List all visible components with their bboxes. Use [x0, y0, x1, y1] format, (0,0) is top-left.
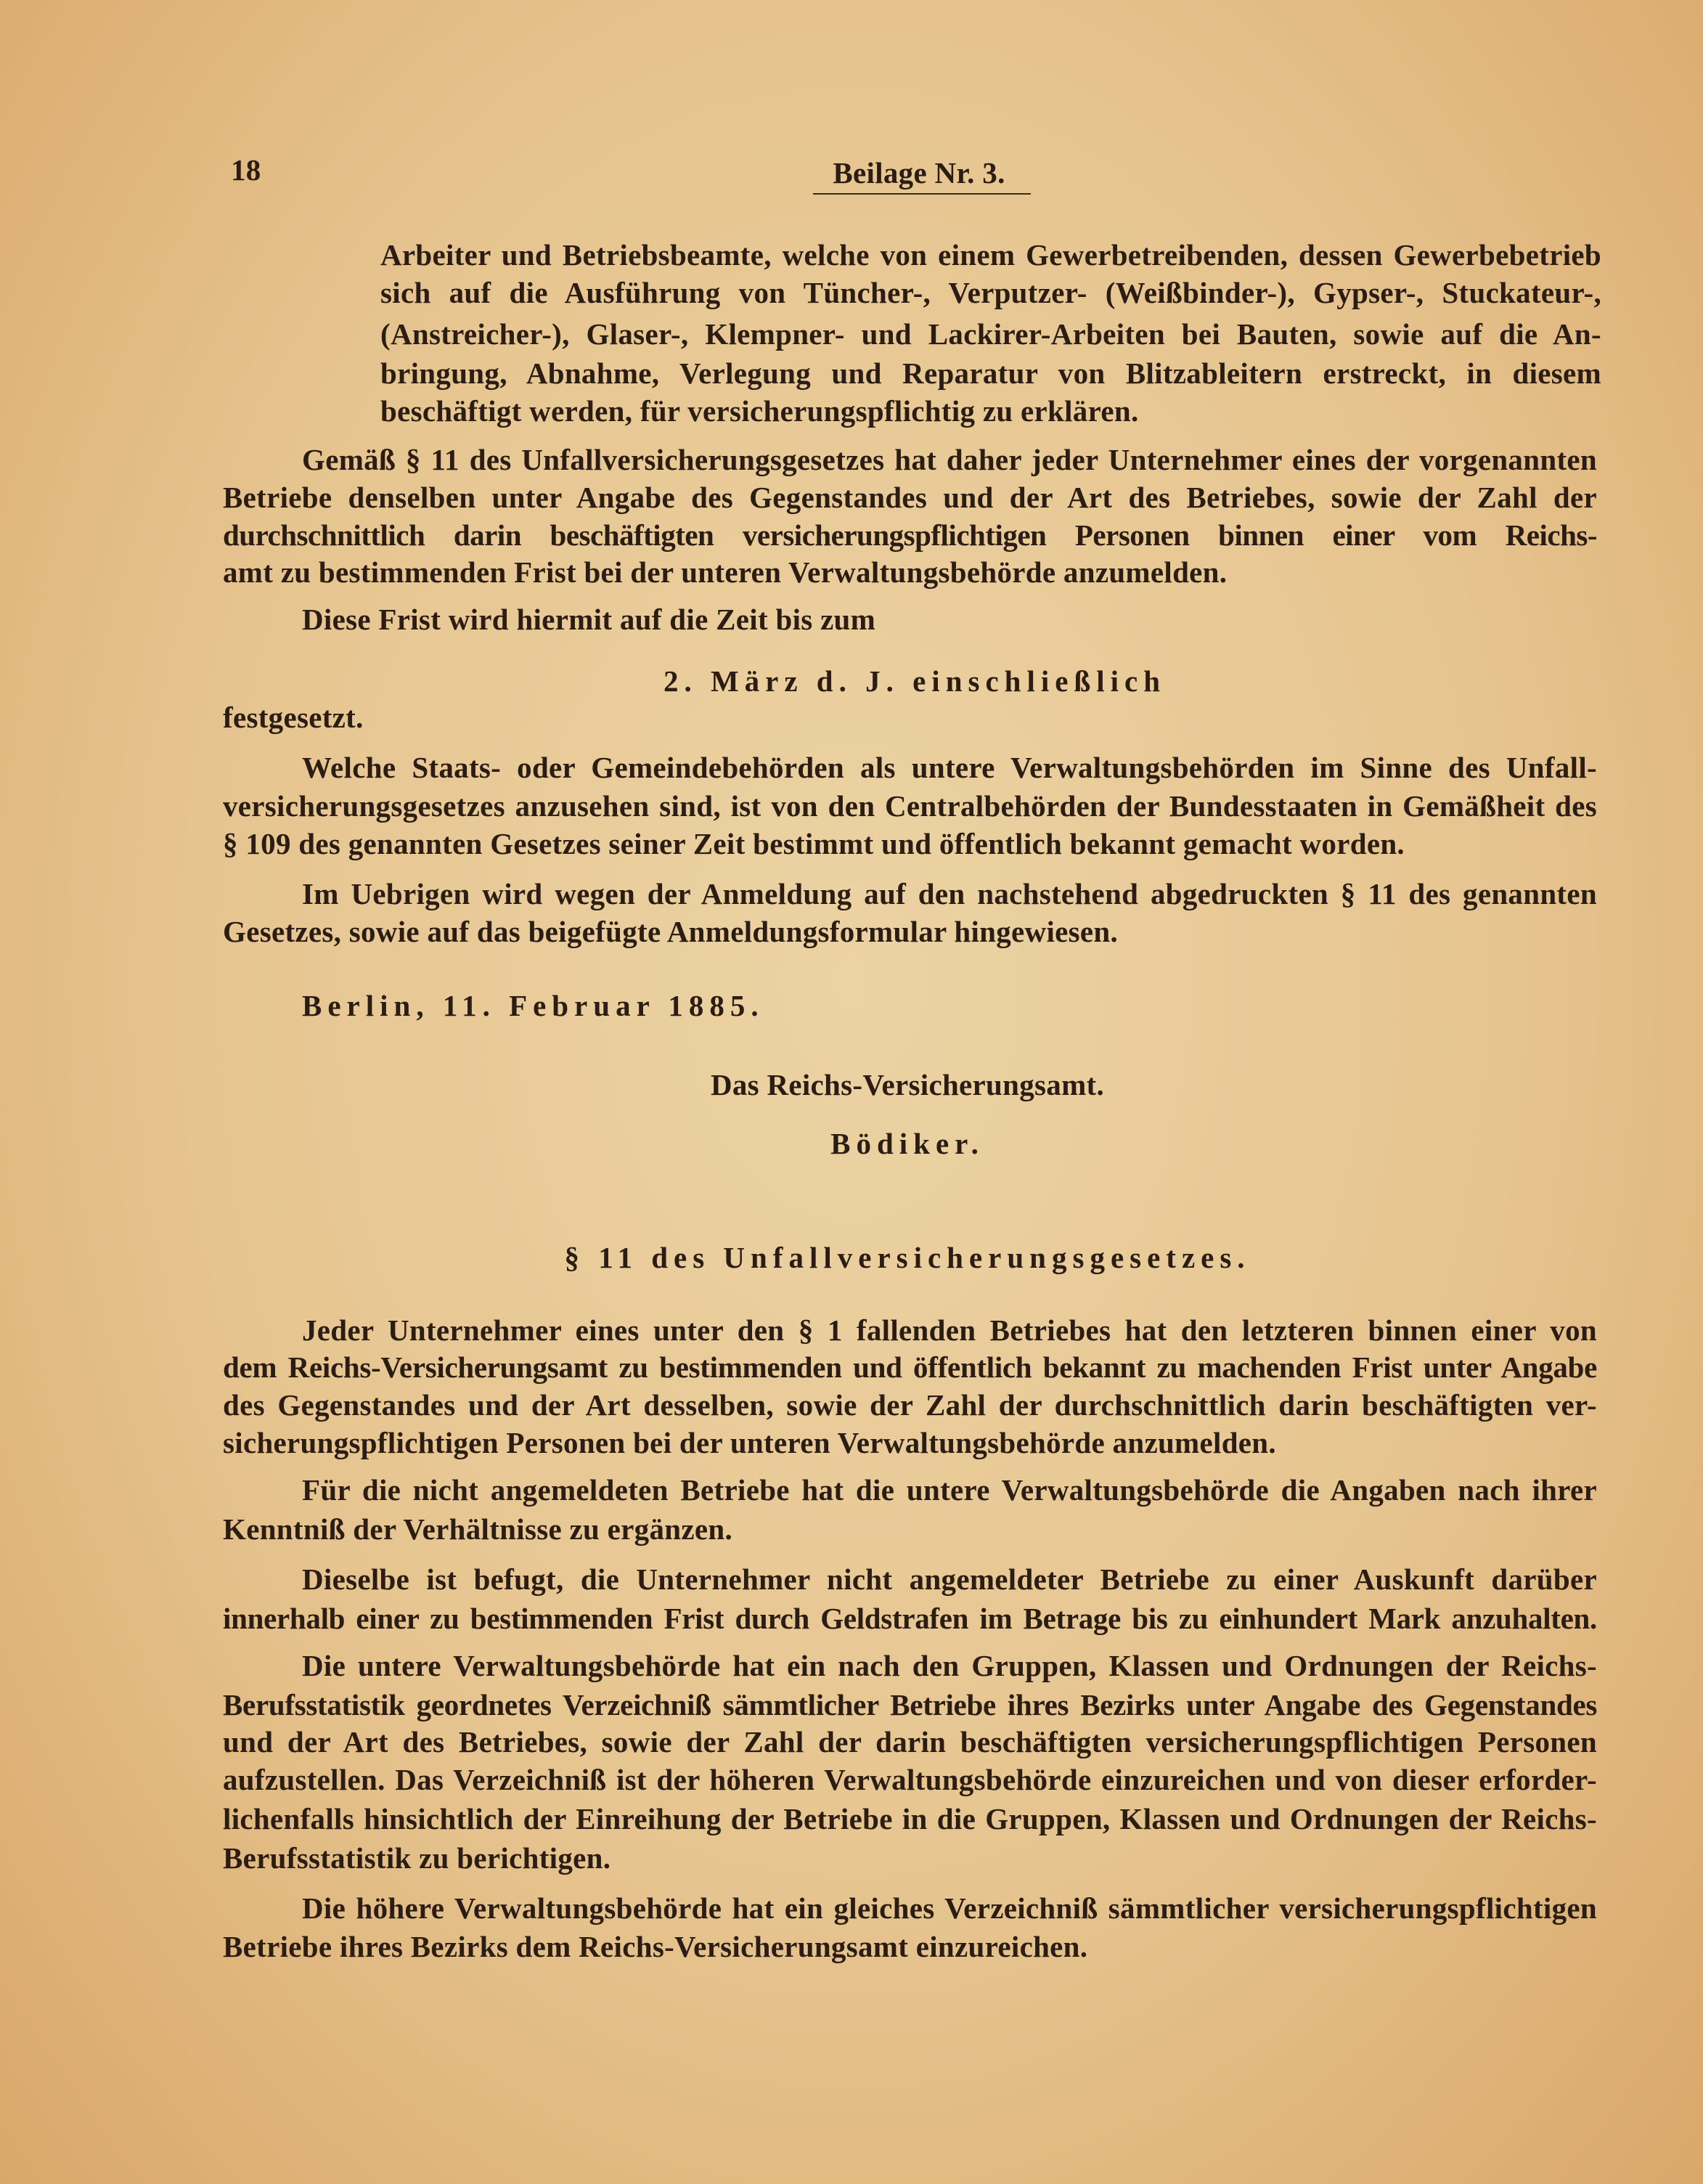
section-title: § 11 des Unfallversicherungsgesetzes. — [564, 1241, 1251, 1274]
text-line: und der Art des Betriebes, sowie der Zahl der darin beschäftigten versicherungspflichtigen Personen — [223, 1725, 1597, 1759]
text-line: Gesetzes, sowie auf das beigefügte Anmeldungsformular hingewiesen. — [223, 915, 1119, 948]
text-line: sicherungspflichtigen Personen bei der unteren Verwaltungsbehörde anzumelden. — [223, 1426, 1276, 1459]
text-line: aufzustellen. Das Verzeichniß ist der höheren Verwaltungsbehörde einzureichen und von dieser erforder- — [223, 1763, 1597, 1796]
text-line: Diese Frist wird hiermit auf die Zeit bis zum — [302, 603, 876, 636]
text-line: Die untere Verwaltungsbehörde hat ein nach den Gruppen, Klassen und Ordnungen der Reichs- — [302, 1649, 1597, 1682]
issuing-authority: Das Reichs-Versicherungsamt. — [710, 1068, 1105, 1101]
deadline-date: 2. März d. J. einschließlich — [663, 664, 1167, 698]
text-line: Die höhere Verwaltungsbehörde hat ein gleiches Verzeichniß sämmtlicher versicherungspflichtigen — [302, 1891, 1597, 1925]
text-line: Arbeiter und Betriebsbeamte, welche von einem Gewerbetreibenden, dessen Gewerbebetrieb — [380, 238, 1601, 272]
text-line: des Gegenstandes und der Art desselben, sowie der Zahl der durchschnittlich darin beschäftigten ver- — [223, 1388, 1597, 1422]
text-line: Berufsstatistik zu berichtigen. — [223, 1841, 611, 1875]
text-line: versicherungsgesetzes anzusehen sind, ist von den Centralbehörden der Bundesstaaten in Gemäßheit des — [223, 789, 1597, 823]
text-line: Dieselbe ist befugt, die Unternehmer nicht angemeldeter Betriebe zu einer Auskunft darüber — [302, 1562, 1597, 1596]
text-line: § 109 des genannten Gesetzes seiner Zeit bestimmt und öffentlich bekannt gemacht worden. — [223, 827, 1405, 860]
text-line: lichenfalls hinsichtlich der Einreihung der Betriebe in die Gruppen, Klassen und Ordnungen der Reichs- — [223, 1802, 1597, 1835]
text-line: Welche Staats- oder Gemeindebehörden als untere Verwaltungsbehörden im Sinne des Unfall- — [302, 751, 1597, 784]
text-line: Jeder Unternehmer eines unter den § 1 fallenden Betriebes hat den letzteren binnen einer von — [302, 1313, 1597, 1347]
text-line: innerhalb einer zu bestimmenden Frist durch Geldstrafen im Betrage bis zu einhundert Mark anzuhalten. — [223, 1602, 1597, 1635]
header-rule — [813, 193, 1031, 195]
text-line: Berufsstatistik geordnetes Verzeichniß sämmtlicher Betriebe ihres Bezirks unter Angabe des Gegenstandes — [223, 1688, 1597, 1721]
text-line: Kenntniß der Verhältnisse zu ergänzen. — [223, 1512, 732, 1546]
place-date: Berlin, 11. Februar 1885. — [302, 989, 764, 1022]
page-header-title: Beilage Nr. 3. — [833, 156, 1005, 190]
text-line: Für die nicht angemeldeten Betriebe hat die untere Verwaltungsbehörde die Angaben nach ihrer — [302, 1473, 1597, 1507]
text-line: Betriebe denselben unter Angabe des Gegenstandes und der Art des Betriebes, sowie der Zahl der — [223, 481, 1597, 514]
text-line: beschäftigt werden, für versicherungspflichtig zu erklären. — [380, 394, 1139, 428]
text-line: (Anstreicher-), Glaser-, Klempner- und Lackirer-Arbeiten bei Bauten, sowie auf die An- — [380, 317, 1601, 351]
text-line: dem Reichs-Versicherungsamt zu bestimmenden und öffentlich bekannt zu machenden Frist unter Angabe — [223, 1350, 1597, 1384]
text-line: durchschnittlich darin beschäftigten versicherungspflichtigen Personen binnen einer vom Reichs- — [223, 518, 1597, 552]
page-number: 18 — [231, 153, 261, 187]
text-line: festgesetzt. — [223, 701, 364, 734]
text-line: sich auf die Ausführung von Tüncher-, Verputzer- (Weißbinder-), Gypser-, Stuckateur-, — [380, 276, 1601, 309]
text-line: Im Uebrigen wird wegen der Anmeldung auf den nachstehend abgedruckten § 11 des genannten — [302, 877, 1597, 910]
text-line: Betriebe ihres Bezirks dem Reichs-Versicherungsamt einzureichen. — [223, 1930, 1088, 1963]
signatory-name: Bödiker. — [830, 1127, 984, 1160]
text-line: Gemäß § 11 des Unfallversicherungsgesetzes hat daher jeder Unternehmer eines der vorgenannten — [302, 443, 1597, 476]
text-line: bringung, Abnahme, Verlegung und Reparatur von Blitzableitern erstreckt, in diesem — [380, 356, 1601, 390]
text-line: amt zu bestimmenden Frist bei der unteren Verwaltungsbehörde anzumelden. — [223, 555, 1228, 589]
